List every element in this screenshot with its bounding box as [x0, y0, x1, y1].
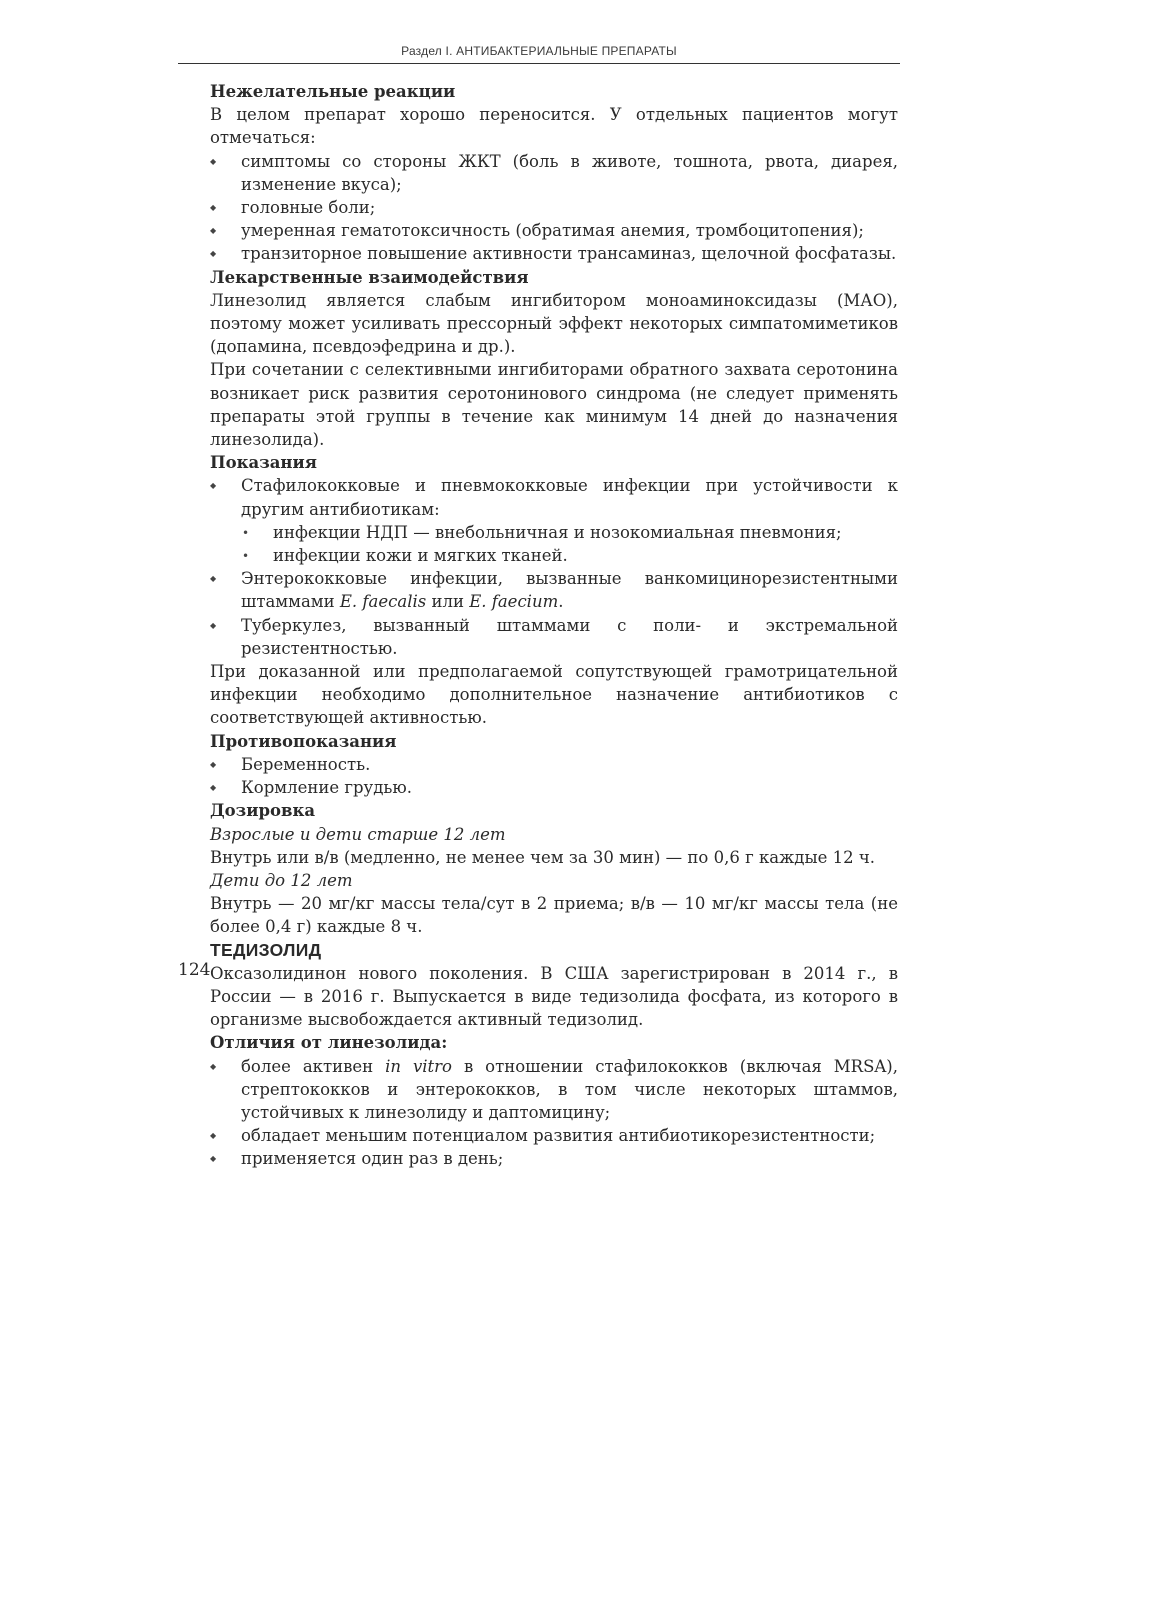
adverse-heading: Нежелательные реакции	[210, 82, 456, 101]
list-item	[210, 1055, 898, 1125]
interactions-paragraph-2: При сочетании с селективными ингибиторами обратного захвата серотонина возникает риск развития серотонинового синдрома (не следует применять препараты этой группы в течение как минимум 14 дней до назначения линезолида).	[210, 360, 898, 450]
diff-text: более активен	[241, 1056, 386, 1076]
adverse-intro: В целом препарат хорошо переносится. У отдельных пациентов могут отмечаться:	[210, 105, 898, 148]
diff-text: в отношении стафилококков (включая MRSA), стрептококков и энтерококков, в том числе некоторых штаммов, устойчивых к линезолиду и даптомицину;	[241, 1056, 898, 1122]
interactions-paragraph-1: Линезолид является слабым ингибитором моноаминоксидазы (МАО), поэтому может усиливать прессорный эффект некоторых симпатомиметиков (допамина, псевдоэфедрина и др.).	[210, 290, 898, 357]
indications-note: При доказанной или предполагаемой сопутствующей грамотрицательной инфекции необходимо дополнительное назначение антибиотиков с соответствующей активностью.	[210, 662, 898, 728]
species-name: E. faecalis	[339, 592, 427, 612]
list-item: • инфекции кожи и мягких тканей.	[210, 544, 898, 567]
dosage-children-text: Внутрь — 20 мг/кг массы тела/сут в 2 приема; в/в — 10 мг/кг массы тела (не более 0,4 г) каждые 8 ч.	[210, 894, 898, 937]
indication-text: Стафилококковые и пневмококковые инфекции при устойчивости к другим антибиотикам:	[241, 476, 898, 519]
list-item: ◆ транзиторное повышение активности трансаминаз, щелочной фосфатазы.	[210, 242, 898, 265]
dosage-adults-label: Взрослые и дети старше 12 лет	[210, 824, 506, 844]
tedizolid-intro: Оксазолидинон нового поколения. В США зарегистрирован в 2014 г., в России — в 2016 г. Выпускается в виде тедизолида фосфата, из которого в организме высвобождается активный тедизолид.	[210, 963, 898, 1030]
indication-text: Энтерококковые инфекции, вызванные ванкомицинорезистентными штаммами	[241, 569, 898, 612]
indication-text: или	[426, 592, 470, 612]
species-name: E. faecium	[469, 592, 559, 612]
list-item: ◆ применяется один раз в день;	[210, 1147, 898, 1170]
dosage-children-label: Дети до 12 лет	[210, 870, 353, 890]
list-item	[210, 567, 898, 613]
list-item: ◆ симптомы со стороны ЖКТ (боль в животе, тошнота, рвота, диарея, изменение вкуса);	[210, 150, 898, 196]
list-item: ◆ Кормление грудью.	[210, 776, 898, 799]
diff-italic: in vitro	[385, 1056, 452, 1076]
contraindications-list	[210, 753, 898, 799]
indications-heading: Показания	[210, 453, 317, 473]
list-item: • инфекции НДП — внебольничная и нозокомиальная пневмония;	[210, 521, 898, 544]
contraindications-heading: Противопоказания	[210, 731, 397, 751]
dosage-adults-text: Внутрь или в/в (медленно, не менее чем за 30 мин) — по 0,6 г каждые 12 ч.	[210, 847, 875, 867]
list-item: ◆ умеренная гематотоксичность (обратимая анемия, тромбоцитопения);	[210, 219, 898, 242]
adverse-list	[210, 150, 898, 266]
list-item: ◆ Беременность.	[210, 753, 898, 776]
list-item: ◆ обладает меньшим потенциалом развития антибиотикорезистентности;	[210, 1124, 898, 1147]
page-body	[210, 80, 898, 1171]
page-number: 124	[178, 960, 211, 980]
tedizolid-title: ТЕДИЗОЛИД	[210, 939, 322, 960]
indications-list-cont	[210, 567, 898, 660]
tedizolid-diff-list	[210, 1055, 898, 1171]
indications-list	[210, 474, 898, 520]
header-rule	[178, 63, 900, 64]
tedizolid-diff-heading: Отличия от линезолида:	[210, 1033, 448, 1053]
interactions-heading: Лекарственные взаимодействия	[210, 267, 529, 287]
indication-text: .	[558, 592, 564, 612]
indications-sublist	[210, 521, 898, 567]
list-item: ◆ Туберкулез, вызванный штаммами с поли- и экстремальной резистентностью.	[210, 614, 898, 660]
running-head: Раздел I. АНТИБАКТЕРИАЛЬНЫЕ ПРЕПАРАТЫ	[401, 44, 677, 58]
dosage-heading: Дозировка	[210, 801, 316, 821]
list-item: ◆ головные боли;	[210, 196, 898, 219]
list-item	[210, 474, 898, 520]
